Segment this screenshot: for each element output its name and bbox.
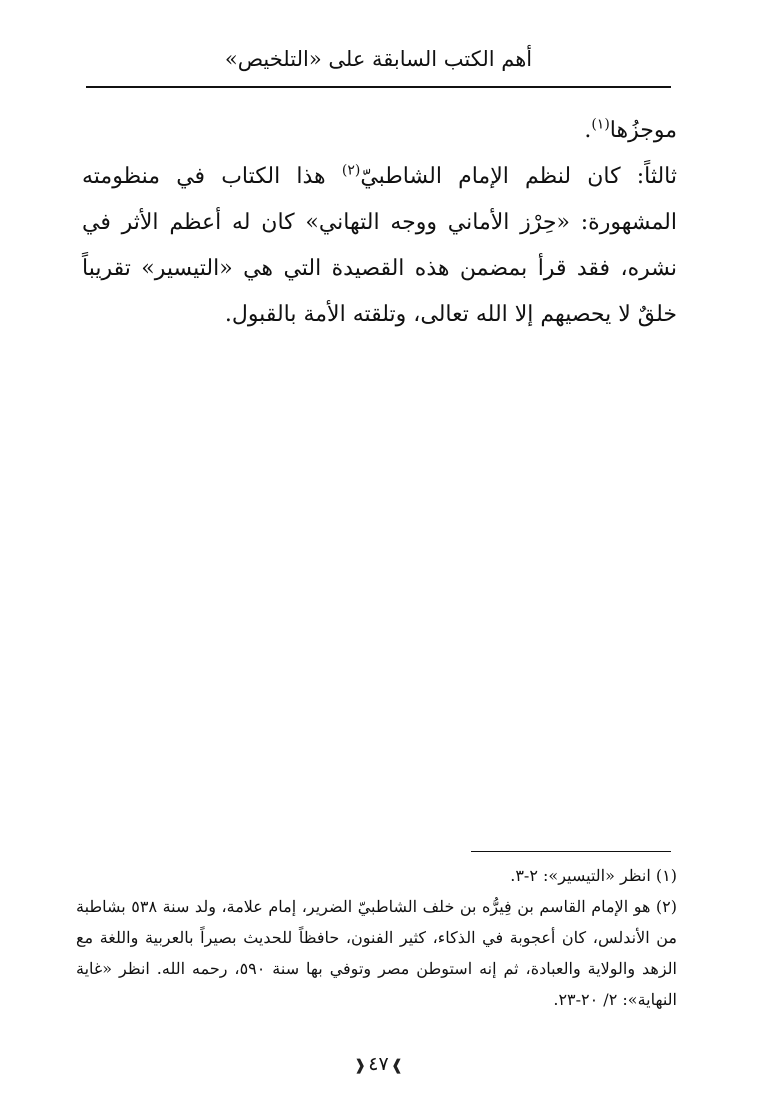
paragraph-1-text: موجزُها xyxy=(609,118,677,143)
page-number xyxy=(0,1050,757,1079)
ornament-left-icon: ❰ xyxy=(353,1056,367,1074)
header-divider xyxy=(86,86,671,88)
footnote-ref-2[interactable]: (٢) xyxy=(341,162,361,179)
footnote-ref-1[interactable]: (١) xyxy=(591,116,610,133)
ornament-right-icon: ❱ xyxy=(390,1056,404,1074)
paragraph-1-end: . xyxy=(584,118,592,143)
footnote-divider xyxy=(471,851,671,852)
running-header: أهم الكتب السابقة على «التلخيص» xyxy=(224,47,533,71)
main-text xyxy=(82,108,677,338)
footnote-2: (٢) هو الإمام القاسم بن فِيرُّه بن خلف الشاطبيّ الضرير، إمام علامة، ولد سنة ٥٣٨ بشاطبة من الأندلس، كان أعجوبة في الذكاء، كثير الفنون، حافظاً للحديث بصيراً بالعربية واللغة مع الزهد والولاية والعبادة، ثم إنه استوطن مصر وتوفي بها سنة ٥٩٠، رحمه الله. انظر «غاية النهاية»: ٢/ ٢٠-٢٣. xyxy=(76,897,678,1009)
footnotes xyxy=(76,860,677,1015)
page-number-value: ٤٧ xyxy=(368,1053,389,1075)
footnote-1: (١) انظر «التيسير»: ٢-٣. xyxy=(510,866,677,885)
paragraph-1 xyxy=(82,108,677,154)
paragraph-2 xyxy=(82,154,677,338)
paragraph-2-rest: هذا الكتاب في منظومته المشهورة: «حِرْز الأماني ووجه التهاني» كان له أعظم الأثر في نشره، فقد قرأ بمضمن هذه القصيدة التي هي «التيسير» تقريباً خلقٌ لا يحصيهم إلا الله تعالى، وتلقته الأمة بالقبول. xyxy=(82,164,677,327)
paragraph-2-start: ثالثاً: كان لنظم الإمام الشاطبيّ xyxy=(360,164,677,189)
